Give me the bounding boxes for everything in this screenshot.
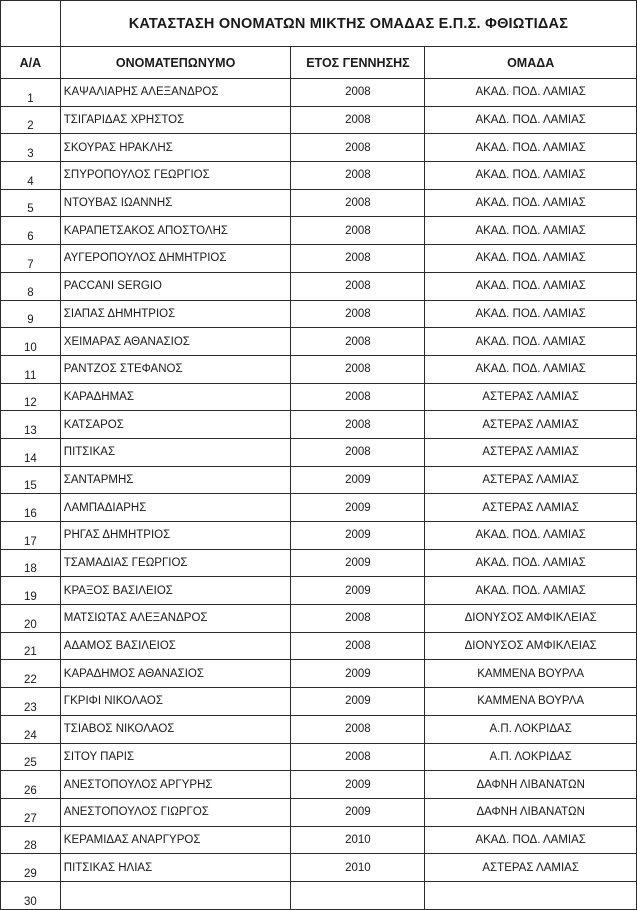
row-birth-year: 2010 — [291, 826, 425, 854]
row-team: ΔΙΟΝΥΣΟΣ ΑΜΦΙΚΛΕΙΑΣ — [425, 632, 637, 660]
table-row — [1, 355, 637, 383]
row-team: ΑΣΤΕΡΑΣ ΛΑΜΙΑΣ — [425, 854, 637, 882]
row-name: ΑΝΕΣΤΟΠΟΥΛΟΣ ΑΡΓΥΡΗΣ — [60, 771, 291, 799]
row-team: ΑΚΑΔ. ΠΟΔ. ΛΑΜΙΑΣ — [425, 549, 637, 577]
row-name: ΓΚΡΙΦΙ ΝΙΚΟΛΑΟΣ — [60, 688, 291, 716]
table-row — [1, 881, 637, 909]
row-index: 27 — [1, 798, 61, 826]
row-team: ΑΚΑΔ. ΠΟΔ. ΛΑΜΙΑΣ — [425, 245, 637, 273]
row-birth-year: 2008 — [291, 189, 425, 217]
row-name: ΤΣΙΓΑΡΙΔΑΣ ΧΡΗΣΤΟΣ — [60, 106, 291, 134]
table-row — [1, 660, 637, 688]
row-index: 23 — [1, 688, 61, 716]
row-birth-year — [291, 881, 425, 909]
row-birth-year: 2008 — [291, 328, 425, 356]
row-name: ΝΤΟΥΒΑΣ ΙΩΑΝΝΗΣ — [60, 189, 291, 217]
row-team: ΑΣΤΕΡΑΣ ΛΑΜΙΑΣ — [425, 466, 637, 494]
row-team: ΔΙΟΝΥΣΟΣ ΑΜΦΙΚΛΕΙΑΣ — [425, 605, 637, 633]
row-birth-year: 2008 — [291, 300, 425, 328]
header-name: ΟΝΟΜΑΤΕΠΩΝΥΜΟ — [60, 47, 291, 79]
row-name: ΣΑΝΤΑΡΜΗΣ — [60, 466, 291, 494]
row-name: ΚΑΡΑΔΗΜΟΣ ΑΘΑΝΑΣΙΟΣ — [60, 660, 291, 688]
row-name: ΜΑΤΣΙΩΤΑΣ ΑΛΕΞΑΝΔΡΟΣ — [60, 605, 291, 633]
row-team: ΑΣΤΕΡΑΣ ΛΑΜΙΑΣ — [425, 438, 637, 466]
row-team: ΔΑΦΝΗ ΛΙΒΑΝΑΤΩΝ — [425, 798, 637, 826]
table-row — [1, 134, 637, 162]
row-index: 3 — [1, 134, 61, 162]
row-name: ΚΑΤΣΑΡΟΣ — [60, 411, 291, 439]
row-index: 1 — [1, 79, 61, 107]
row-name: ΣΙΑΠΑΣ ΔΗΜΗΤΡΙΟΣ — [60, 300, 291, 328]
table-row — [1, 217, 637, 245]
row-index: 12 — [1, 383, 61, 411]
table-row — [1, 632, 637, 660]
row-index: 13 — [1, 411, 61, 439]
table-row — [1, 162, 637, 190]
row-name: ΡΗΓΑΣ ΔΗΜΗΤΡΙΟΣ — [60, 522, 291, 550]
row-birth-year: 2008 — [291, 217, 425, 245]
row-index: 7 — [1, 245, 61, 273]
row-team: ΑΣΤΕΡΑΣ ΛΑΜΙΑΣ — [425, 383, 637, 411]
row-team: ΑΚΑΔ. ΠΟΔ. ΛΑΜΙΑΣ — [425, 189, 637, 217]
table-row — [1, 826, 637, 854]
row-name: ΚΡΑΞΟΣ ΒΑΣΙΛΕΙΟΣ — [60, 577, 291, 605]
row-team: ΑΚΑΔ. ΠΟΔ. ΛΑΜΙΑΣ — [425, 106, 637, 134]
row-name: ΑΔΑΜΟΣ ΒΑΣΙΛΕΙΟΣ — [60, 632, 291, 660]
row-team — [425, 881, 637, 909]
row-birth-year: 2008 — [291, 438, 425, 466]
row-index: 19 — [1, 577, 61, 605]
row-team: ΔΑΦΝΗ ΛΙΒΑΝΑΤΩΝ — [425, 771, 637, 799]
row-name: ΛΑΜΠΑΔΙΑΡΗΣ — [60, 494, 291, 522]
row-index: 11 — [1, 355, 61, 383]
row-index: 26 — [1, 771, 61, 799]
row-birth-year: 2008 — [291, 632, 425, 660]
table-row — [1, 798, 637, 826]
row-name: ΧΕΙΜΑΡΑΣ ΑΘΑΝΑΣΙΟΣ — [60, 328, 291, 356]
row-index: 22 — [1, 660, 61, 688]
row-name — [60, 881, 291, 909]
row-team: ΚΑΜΜΕΝΑ ΒΟΥΡΛΑ — [425, 688, 637, 716]
row-name: ΤΣΑΜΑΔΙΑΣ ΓΕΩΡΓΙΟΣ — [60, 549, 291, 577]
table-row — [1, 494, 637, 522]
row-birth-year: 2009 — [291, 771, 425, 799]
row-team: ΑΚΑΔ. ΠΟΔ. ΛΑΜΙΑΣ — [425, 577, 637, 605]
row-team: Α.Π. ΛΟΚΡΙΔΑΣ — [425, 715, 637, 743]
row-index: 25 — [1, 743, 61, 771]
table-row — [1, 272, 637, 300]
row-name: ΡΑΝΤΖΟΣ ΣΤΕΦΑΝΟΣ — [60, 355, 291, 383]
table-row — [1, 605, 637, 633]
row-index: 5 — [1, 189, 61, 217]
header-team: ΟΜΑΔΑ — [425, 47, 637, 79]
row-birth-year: 2008 — [291, 106, 425, 134]
row-index: 20 — [1, 605, 61, 633]
row-birth-year: 2008 — [291, 355, 425, 383]
table-row — [1, 771, 637, 799]
row-birth-year: 2008 — [291, 715, 425, 743]
row-name: ΑΥΓΕΡΟΠΟΥΛΟΣ ΔΗΜΗΤΡΙΟΣ — [60, 245, 291, 273]
row-team: ΑΚΑΔ. ΠΟΔ. ΛΑΜΙΑΣ — [425, 272, 637, 300]
table-row — [1, 715, 637, 743]
table-row — [1, 106, 637, 134]
row-birth-year: 2009 — [291, 466, 425, 494]
row-name: ΣΚΟΥΡΑΣ ΗΡΑΚΛΗΣ — [60, 134, 291, 162]
row-birth-year: 2009 — [291, 688, 425, 716]
table-row — [1, 466, 637, 494]
document-title: ΚΑΤΑΣΤΑΣΗ ΟΝΟΜΑΤΩΝ ΜΙΚΤΗΣ ΟΜΑΔΑΣ Ε.Π.Σ. ΦΘΙΩΤΙΔΑΣ — [60, 1, 636, 47]
row-index: 21 — [1, 632, 61, 660]
row-index: 28 — [1, 826, 61, 854]
row-birth-year: 2009 — [291, 549, 425, 577]
table-row — [1, 245, 637, 273]
row-team: ΑΚΑΔ. ΠΟΔ. ΛΑΜΙΑΣ — [425, 79, 637, 107]
row-name: ΤΣΙΑΒΟΣ ΝΙΚΟΛΑΟΣ — [60, 715, 291, 743]
table-row — [1, 411, 637, 439]
row-index: 16 — [1, 494, 61, 522]
row-index: 8 — [1, 272, 61, 300]
row-team: ΑΚΑΔ. ΠΟΔ. ΛΑΜΙΑΣ — [425, 522, 637, 550]
row-birth-year: 2009 — [291, 494, 425, 522]
row-birth-year: 2009 — [291, 660, 425, 688]
row-index: 14 — [1, 438, 61, 466]
table-row — [1, 854, 637, 882]
row-name: ΣΙΤΟΥ ΠΑΡΙΣ — [60, 743, 291, 771]
row-birth-year: 2009 — [291, 522, 425, 550]
row-name: ΣΠΥΡΟΠΟΥΛΟΣ ΓΕΩΡΓΙΟΣ — [60, 162, 291, 190]
row-birth-year: 2009 — [291, 798, 425, 826]
row-index: 4 — [1, 162, 61, 190]
row-index: 15 — [1, 466, 61, 494]
row-name: ΚΕΡΑΜΙΔΑΣ ΑΝΑΡΓΥΡΟΣ — [60, 826, 291, 854]
row-name: ΚΑΡΑΠΕΤΣΑΚΟΣ ΑΠΟΣΤΟΛΗΣ — [60, 217, 291, 245]
row-birth-year: 2010 — [291, 854, 425, 882]
row-index: 10 — [1, 328, 61, 356]
table-row — [1, 79, 637, 107]
header-index: Α/Α — [1, 47, 61, 79]
row-birth-year: 2008 — [291, 605, 425, 633]
row-name: ΠΙΤΣΙΚΑΣ — [60, 438, 291, 466]
row-team: ΑΚΑΔ. ΠΟΔ. ΛΑΜΙΑΣ — [425, 300, 637, 328]
row-name: ΠΙΤΣΙΚΑΣ ΗΛΙΑΣ — [60, 854, 291, 882]
row-birth-year: 2008 — [291, 383, 425, 411]
row-team: ΑΣΤΕΡΑΣ ΛΑΜΙΑΣ — [425, 411, 637, 439]
row-team: ΑΣΤΕΡΑΣ ΛΑΜΙΑΣ — [425, 494, 637, 522]
row-team: Α.Π. ΛΟΚΡΙΔΑΣ — [425, 743, 637, 771]
row-name: PACCANI SERGIO — [60, 272, 291, 300]
row-name: ΚΑΨΑΛΙΑΡΗΣ ΑΛΕΞΑΝΔΡΟΣ — [60, 79, 291, 107]
row-index: 30 — [1, 881, 61, 909]
row-index: 17 — [1, 522, 61, 550]
title-corner-cell — [1, 1, 61, 47]
header-year: ΕΤΟΣ ΓΕΝΝΗΣΗΣ — [291, 47, 425, 79]
row-index: 9 — [1, 300, 61, 328]
header-row — [1, 47, 637, 79]
row-name: ΚΑΡΑΔΗΜΑΣ — [60, 383, 291, 411]
row-team: ΑΚΑΔ. ΠΟΔ. ΛΑΜΙΑΣ — [425, 217, 637, 245]
row-name: ΑΝΕΣΤΟΠΟΥΛΟΣ ΓΙΩΡΓΟΣ — [60, 798, 291, 826]
row-index: 24 — [1, 715, 61, 743]
table-row — [1, 688, 637, 716]
row-team: ΑΚΑΔ. ΠΟΔ. ΛΑΜΙΑΣ — [425, 134, 637, 162]
row-team: ΚΑΜΜΕΝΑ ΒΟΥΡΛΑ — [425, 660, 637, 688]
row-birth-year: 2008 — [291, 134, 425, 162]
row-team: ΑΚΑΔ. ΠΟΔ. ΛΑΜΙΑΣ — [425, 826, 637, 854]
row-birth-year: 2008 — [291, 411, 425, 439]
row-birth-year: 2008 — [291, 272, 425, 300]
title-row — [1, 1, 637, 47]
table-row — [1, 522, 637, 550]
row-birth-year: 2008 — [291, 162, 425, 190]
row-team: ΑΚΑΔ. ΠΟΔ. ΛΑΜΙΑΣ — [425, 328, 637, 356]
table-row — [1, 577, 637, 605]
table-row — [1, 328, 637, 356]
row-birth-year: 2008 — [291, 743, 425, 771]
row-team: ΑΚΑΔ. ΠΟΔ. ΛΑΜΙΑΣ — [425, 162, 637, 190]
row-index: 2 — [1, 106, 61, 134]
table-row — [1, 300, 637, 328]
row-birth-year: 2008 — [291, 245, 425, 273]
row-birth-year: 2008 — [291, 79, 425, 107]
row-team: ΑΚΑΔ. ΠΟΔ. ΛΑΜΙΑΣ — [425, 355, 637, 383]
table-row — [1, 549, 637, 577]
table-row — [1, 189, 637, 217]
row-index: 29 — [1, 854, 61, 882]
table-row — [1, 383, 637, 411]
row-index: 18 — [1, 549, 61, 577]
table-row — [1, 743, 637, 771]
row-birth-year: 2009 — [291, 577, 425, 605]
table-row — [1, 438, 637, 466]
row-index: 6 — [1, 217, 61, 245]
